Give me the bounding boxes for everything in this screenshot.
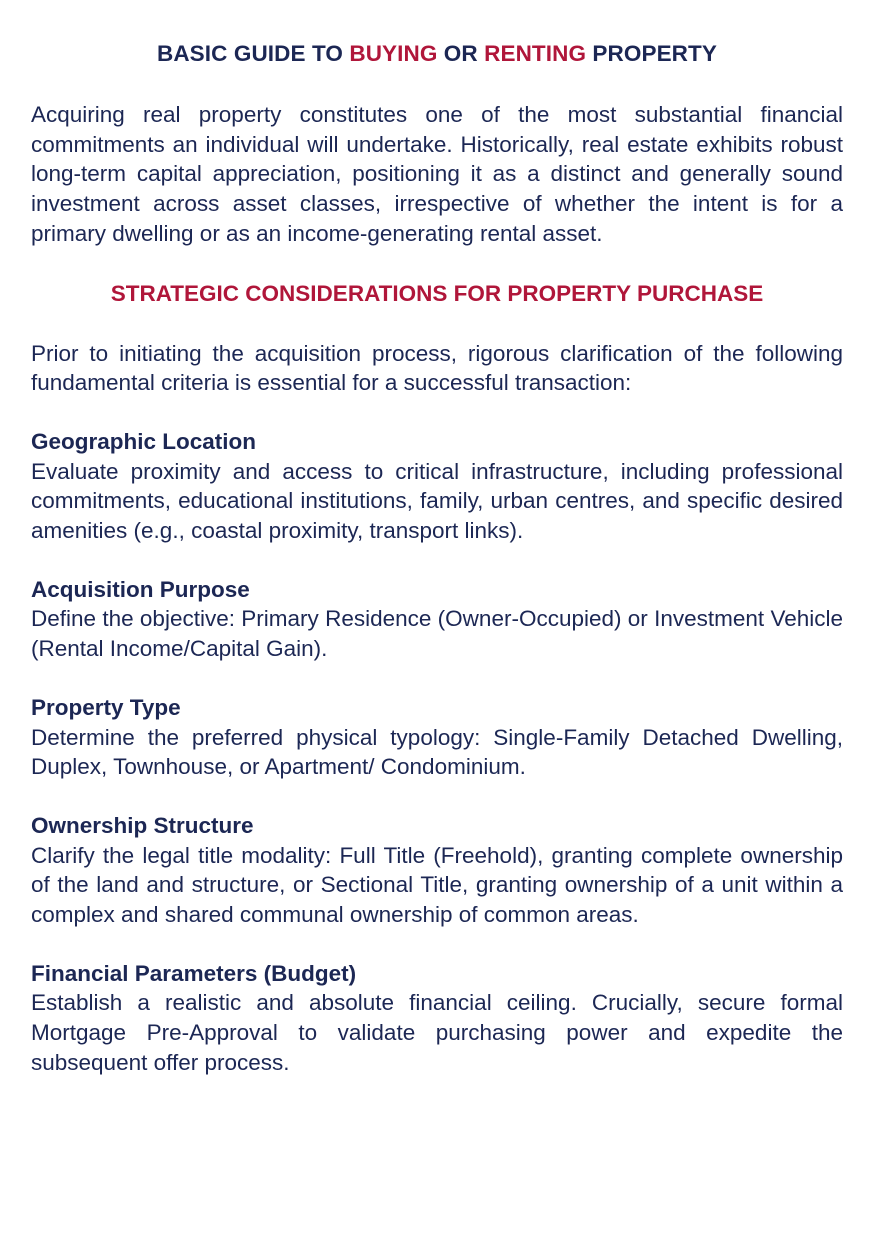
- consideration-heading: Property Type: [31, 694, 181, 720]
- consideration-acquisition-purpose: [31, 575, 843, 664]
- consideration-heading: Geographic Location: [31, 428, 257, 454]
- consideration-financial-parameters: [31, 959, 843, 1078]
- consideration-heading: Ownership Structure: [31, 812, 254, 838]
- consideration-property-type: [31, 693, 843, 782]
- section-title: STRATEGIC CONSIDERATIONS FOR PROPERTY PURCHASE: [110, 280, 764, 306]
- consideration-body: Clarify the legal title modality: Full Title (Freehold), granting complete ownership of the land and structure, or Sectional Title, granting ownership of a unit within a complex and shared communal ownership of common areas.: [31, 842, 843, 928]
- title-part-renting: RENTING: [484, 41, 587, 66]
- consideration-body: Evaluate proximity and access to critical infrastructure, including professional commitments, educational institutions, family, urban centres, and specific desired amenities (e.g., coastal proximity, transport links).: [31, 458, 843, 544]
- consideration-geographic-location: [31, 427, 843, 546]
- consideration-heading: Acquisition Purpose: [31, 576, 250, 602]
- consideration-body: Determine the preferred physical typology: Single-Family Detached Dwelling, Duplex, Townhouse, or Apartment/ Condominium.: [31, 724, 843, 780]
- consideration-body: Define the objective: Primary Residence (Owner-Occupied) or Investment Vehicle (Rental Income/Capital Gain).: [31, 606, 843, 662]
- consideration-ownership-structure: [31, 811, 843, 930]
- title-part-property: PROPERTY: [586, 41, 717, 66]
- consideration-heading: Financial Parameters (Budget): [31, 960, 357, 986]
- consideration-body: Establish a realistic and absolute financial ceiling. Crucially, secure formal Mortgage Pre-Approval to validate purchasing power and expedite the subsequent offer process.: [31, 990, 843, 1075]
- intro-paragraph: Acquiring real property constitutes one of the most substantial financial commitments an individual will undertake. Historically, real estate exhibits robust long-term capital appreciation, positioning it as a distinct and generally sound investment across asset classes, irrespective of whether the intent is for a primary dwelling or as an income-generating rental asset.: [31, 102, 843, 246]
- title-part-or: OR: [437, 41, 485, 66]
- lead-paragraph: Prior to initiating the acquisition process, rigorous clarification of the following fundamental criteria is essential for a successful transaction:: [31, 340, 843, 396]
- page-title: [31, 39, 843, 69]
- title-part-basic-guide: BASIC GUIDE TO: [156, 41, 350, 66]
- title-part-buying: BUYING: [349, 41, 438, 66]
